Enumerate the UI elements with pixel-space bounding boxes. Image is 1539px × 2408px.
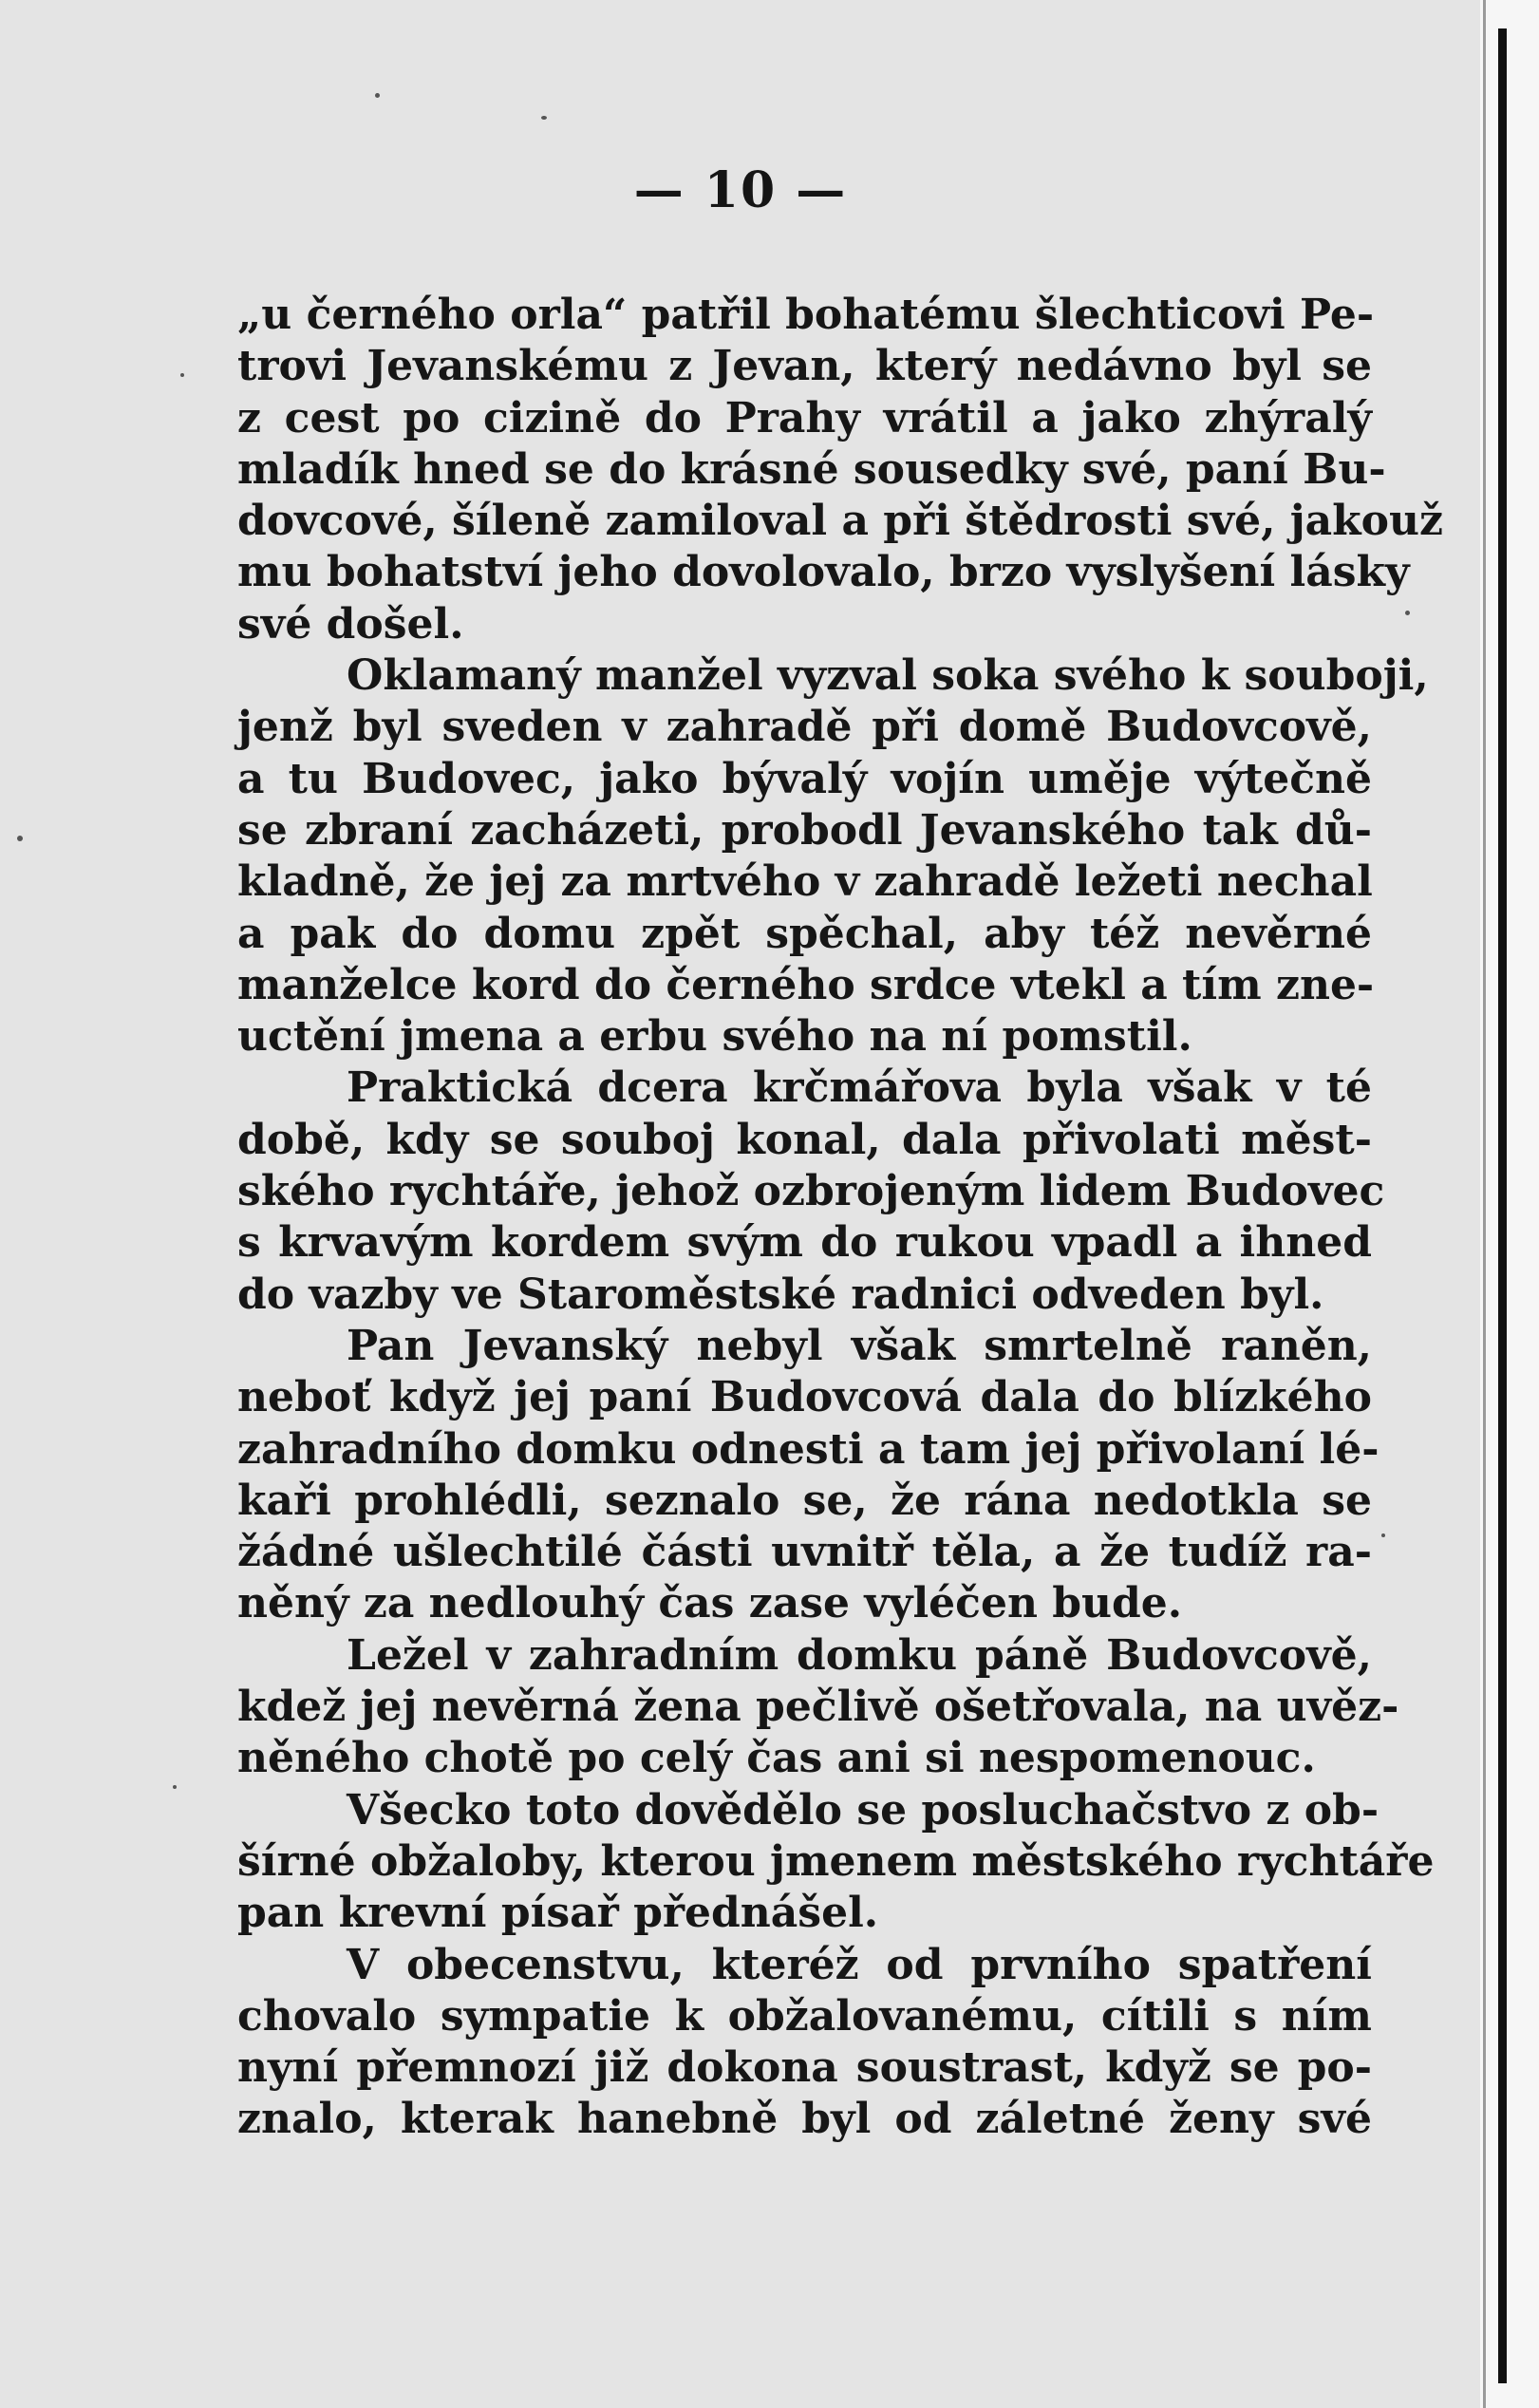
text-line: mu bohatství jeho dovolovalo, brzo vyslyšení lásky	[237, 548, 1410, 597]
text-line: manželce kord do černého srdce vtekl a tím zne-	[237, 960, 1375, 1009]
paper-speck	[17, 836, 23, 841]
text-line: jenž byl sveden v zahradě při domě Budovcově,	[237, 703, 1372, 752]
text-line: kladně, že jej za mrtvého v zahradě ležeti nechal	[237, 857, 1373, 907]
paper-speck	[375, 93, 380, 98]
text-line: se zbraní zacházeti, probodl Jevanského tak dů-	[237, 805, 1372, 855]
paper-speck	[180, 373, 184, 377]
text-line: nyní přemnozí již dokona soustrast, když se po-	[237, 2043, 1372, 2093]
paragraph	[237, 1785, 1435, 1940]
text-line: dovcové, šíleně zamiloval a při štědrosti své, jakouž	[237, 497, 1443, 546]
text-line: něný za nedlouhý čas zase vyléčen bude.	[237, 1579, 1183, 1628]
text-line: něného chotě po celý čas ani si nespomenouc.	[237, 1734, 1316, 1783]
page-edge	[1480, 0, 1539, 2408]
text-line: pan krevní písař přednášel.	[237, 1889, 879, 1938]
text-line: mladík hned se do krásné sousedky své, paní Bu-	[237, 444, 1386, 494]
text-line: své došel.	[237, 599, 464, 649]
text-line: kdež jej nevěrná žena pečlivě ošetřovala, na uvěz-	[237, 1683, 1399, 1732]
paper-speck	[173, 1785, 177, 1789]
text-line: s krvavým kordem svým do rukou vpadl a ihned	[237, 1218, 1372, 1268]
text-line: V obecenstvu, kteréž od prvního spatření	[347, 1940, 1372, 1989]
text-line: trovi Jevanskému z Jevan, který nedávno byl se	[237, 342, 1372, 391]
text-line: žádné ušlechtilé části uvnitř těla, a že tudíž ra-	[237, 1528, 1372, 1577]
paper-speck	[541, 116, 547, 120]
text-line: neboť když jej paní Budovcová dala do blízkého	[237, 1373, 1372, 1422]
text-line: době, kdy se souboj konal, dala přivolati měst-	[237, 1115, 1372, 1164]
text-line: do vazby ve Staroměstské radnici odveden byl.	[237, 1270, 1324, 1319]
paper-speck	[1381, 1533, 1385, 1537]
text-line: a tu Budovec, jako bývalý vojín uměje výtečně	[237, 754, 1372, 803]
paragraph	[237, 1630, 1399, 1785]
text-line: Praktická dcera krčmářova byla však v té	[347, 1063, 1372, 1113]
paragraph	[237, 650, 1429, 1063]
text-line: a pak do domu zpět spěchal, aby též nevěrné	[237, 909, 1372, 958]
text-line: kaři prohlédli, seznalo se, že rána nedotkla se	[237, 1476, 1372, 1525]
paragraph	[237, 1940, 1372, 2146]
text-line: Všecko toto dovědělo se posluchačstvo z ob-	[347, 1785, 1379, 1834]
text-line: chovalo sympatie k obžalovanému, cítili s ním	[237, 1991, 1372, 2041]
text-line: z cest po cizině do Prahy vrátil a jako zhýralý	[237, 393, 1372, 442]
text-line: ského rychtáře, jehož ozbrojeným lidem Budovec	[237, 1167, 1385, 1216]
text-line: „u černého orla“ patřil bohatému šlechticovi Pe-	[237, 291, 1375, 339]
page-number: — 10 —	[633, 161, 848, 219]
text-line: Oklamaný manžel vyzval soka svého k souboji,	[347, 651, 1429, 701]
text-line: uctění jmena a erbu svého na ní pomstil.	[237, 1012, 1192, 1062]
paragraph	[237, 290, 1443, 650]
paper-speck	[1405, 611, 1410, 615]
text-line: Pan Jevanský nebyl však smrtelně raněn,	[347, 1321, 1372, 1370]
paragraph	[237, 1063, 1385, 1320]
page-edge-line	[1483, 0, 1486, 2408]
text-line: Ležel v zahradním domku páně Budovcově,	[347, 1630, 1372, 1680]
body-text	[237, 290, 1443, 2146]
text-line: šírné obžaloby, kterou jmenem městského rychtáře	[237, 1836, 1435, 1886]
binding-shadow	[1498, 28, 1507, 2383]
text-line: zahradního domku odnesti a tam jej přivolaní lé-	[237, 1424, 1379, 1474]
text-line: znalo, kterak hanebně byl od záletné ženy své	[237, 2095, 1372, 2144]
paragraph	[237, 1321, 1379, 1630]
